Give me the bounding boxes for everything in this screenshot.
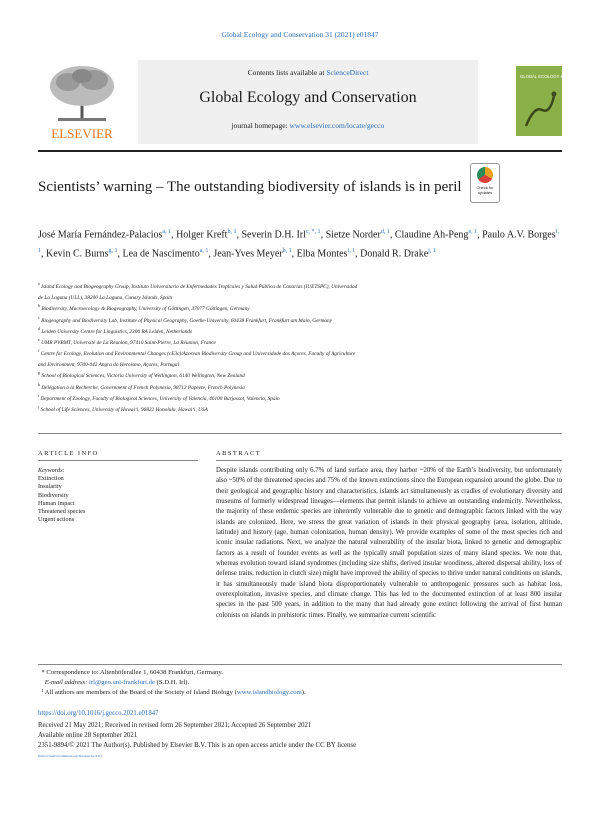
- author-name[interactable]: Sietze Norder: [325, 229, 381, 241]
- keyword-item: Biodiversity: [38, 491, 69, 499]
- journal-cover-thumbnail[interactable]: [516, 66, 599, 136]
- affiliation-key: a: [38, 281, 40, 286]
- author-name[interactable]: Kevin C. Burns: [46, 248, 109, 260]
- affiliation-key: e: [38, 336, 40, 342]
- crossmark-icon: [477, 167, 493, 183]
- affiliation-key: d: [38, 325, 40, 331]
- author-affiliation-marker[interactable]: i, 1: [347, 248, 356, 255]
- affiliation-list: [38, 280, 562, 414]
- article-info-heading: ARTICLE INFO: [38, 450, 99, 457]
- affiliation-text: Centre for Ecology, Evolution and Environmental Changes (cE3c)/Azorean Biodiversity Group and Universidade dos Açores, Faculty of Agriculture: [40, 350, 356, 357]
- author-name[interactable]: Elba Montes: [296, 248, 348, 260]
- journal-reference[interactable]: Global Ecology and Conservation 31 (2021) e01847: [221, 30, 379, 39]
- footnotes: [38, 668, 562, 698]
- asterisk-marker: *: [38, 669, 47, 676]
- license-text: 2351-9894/© 2021 The Author(s). Published by Elsevier B.V. This is an open access article under the CC BY license: [38, 742, 357, 749]
- affiliation-text: Leiden University Centre for Linguistics, 2300 RA Leiden, Netherlands: [41, 328, 192, 335]
- affiliation-text: and Environment, 9700-042 Angra do Heroísmo, Açores, Portugal: [38, 361, 180, 368]
- affiliation-text: Department of Zoology, Faculty of Biological Sciences, University of Valencia, 46100 Burjassot, Valencia, Spain: [40, 395, 280, 402]
- affiliation-item: [38, 280, 562, 291]
- affiliation-key: i: [38, 392, 40, 398]
- author-name[interactable]: Claudine Ah-Peng: [394, 229, 469, 241]
- author-affiliation-marker[interactable]: j, 1: [428, 248, 436, 255]
- affiliation-key: h: [38, 381, 40, 387]
- footnote-1-marker: ¹: [38, 689, 45, 696]
- correspondence-note: [38, 668, 562, 678]
- board-note: [38, 688, 562, 698]
- affiliation-key: j: [38, 403, 40, 409]
- affiliation-text: School of Biological Sciences, Victoria University of Wellington, 6140 Wellington, New Zealand: [41, 373, 245, 380]
- keyword-item: Urgent actions: [38, 516, 75, 524]
- keywords-label: Keywords:: [38, 467, 65, 474]
- sciencedirect-link[interactable]: ScienceDirect: [326, 68, 369, 77]
- doi-link[interactable]: https://doi.org/10.1016/j.gecco.2021.e01847: [38, 710, 159, 717]
- keyword-item: Insularity: [38, 483, 62, 491]
- keyword-item: Human impact: [38, 499, 75, 507]
- board-note-suffix: ).: [301, 689, 306, 696]
- abstract-text: Despite islands contributing only 6.7% of land surface area, they harbor ~20% of the Earth’s biodiversity, but unfortunately also ~50% of the threatened species and 75% of the known extinctions since the European expansion around the globe. Due to their geological and geographic history and characteristics, islands act simultaneously as cradles of evolutionary diversity and museums of formerly widespread lineages—elements that permit islands to achieve an outstanding endemicity. Nevertheless, the majority of these endemic species are inherently vulnerable due to genetic and demographic factors linked with the way islands are colonized. Here, we stress the great variation of islands in their physical geography (area, isolation, altitude, latitude) and history (age, human colonization, human density). We provide examples of some of the most species rich and iconic insular radiations. Next, we analyze the natural vulnerability of the insular biota, linked to genetic and demographic factors as a result of founder events as well as the typically small population sizes of many island species. We note that, whereas evolution toward island syndromes (including size shifts, derived insular woodiness, altered dispersal ability, loss of defense traits, reduction in clutch size) might have improved the ability of species to thrive under natural conditions on islands, it has simultaneously made island biota disproportionately vulnerable to anthropogenic pressures such as habitat loss, overexploitation, invasive species, and climate change. This has led to the documented extinction of at least 800 insular species in the past 500 years, in addition to the many that had already gone extinct following the arrival of first human colonists on islands in prehistoric times. Finally, we summarize current scientific: [216, 467, 562, 619]
- correspondence-text: Correspondence to: Altenhöferallee 1, 60438 Frankfurt, Germany.: [46, 669, 223, 676]
- author-name[interactable]: Holger Kreft: [176, 229, 228, 241]
- author-name[interactable]: Donald R. Drake: [360, 248, 429, 260]
- contents-line: [138, 60, 478, 77]
- author-name[interactable]: Lea de Nascimento: [122, 248, 200, 260]
- author-name[interactable]: Jean-Yves Meyer: [213, 248, 283, 260]
- author-affiliation-marker[interactable]: h, 1: [282, 248, 292, 255]
- author-name[interactable]: José María Fernández-Palacios: [38, 229, 163, 241]
- keyword-item: Extinction: [38, 475, 64, 482]
- affiliation-text: School of Life Sciences, University of Hawaiʻi, 96822 Honolulu, Hawaiʻi, USA: [40, 406, 208, 413]
- received-dates: Received 21 May 2021; Received in revised form 26 September 2021; Accepted 26 September 2021: [38, 722, 312, 729]
- author-affiliation-marker[interactable]: e, 1: [468, 229, 478, 235]
- affiliation-key: c: [38, 314, 40, 320]
- affiliation-key: f: [38, 348, 40, 354]
- email-label: E-mail address:: [44, 679, 90, 686]
- affiliation-item: [38, 358, 562, 369]
- affiliation-item: [38, 369, 562, 380]
- article-title: Scientists’ warning – The outstanding biodiversity of islands is in peril: [38, 179, 462, 195]
- email-note: [38, 678, 562, 688]
- affiliation-text: Délégation à la Recherche, Government of French Polynesia, 98713 Papeete, French Polynesia: [41, 384, 245, 391]
- journal-banner: [138, 60, 478, 144]
- journal-title: Global Ecology and Conservation: [199, 89, 417, 106]
- elsevier-wordmark: ELSEVIER: [51, 126, 113, 141]
- keyword-item: Threatened species: [38, 508, 86, 516]
- author-affiliation-marker[interactable]: d, 1: [380, 229, 390, 235]
- check-updates-label: Check for updates: [476, 185, 494, 195]
- homepage-prefix: journal homepage:: [231, 121, 290, 130]
- author-affiliation-marker[interactable]: b, 1: [227, 229, 237, 235]
- affiliation-item: [38, 347, 562, 358]
- affiliation-key: b: [38, 303, 40, 309]
- affiliation-item: [38, 325, 562, 336]
- author-affiliation-marker[interactable]: c, *, 1: [305, 229, 321, 235]
- homepage-link[interactable]: www.elsevier.com/locate/gecco: [289, 121, 385, 130]
- affiliation-item: [38, 392, 562, 403]
- affiliation-item: [38, 302, 562, 313]
- affiliation-item: [38, 291, 562, 302]
- affiliation-item: [38, 336, 562, 347]
- homepage-line: [138, 107, 478, 130]
- affiliation-rule: [38, 433, 562, 434]
- board-note-prefix: All authors are members of the Board of the Society of Island Biology (: [44, 689, 237, 696]
- cover-title: GLOBAL ECOLOGY & CONSERVATION: [520, 74, 599, 79]
- affiliation-item: [38, 403, 562, 414]
- affiliation-text: UMR PVBMT, Université de La Réunion, 97410 Saint-Pierre, La Réunion, France: [41, 339, 216, 346]
- affiliation-text: de La Laguna (ULL), 38200 La Laguna, Canary Islands, Spain: [38, 294, 173, 301]
- abstract-heading: ABSTRACT: [216, 450, 262, 457]
- affiliation-key: g: [38, 370, 40, 376]
- license-link[interactable]: (http://creativecommons.org/licenses/by/4.0/).: [38, 754, 103, 758]
- contents-prefix: Contents lists available at: [247, 68, 327, 77]
- article-info-rule: [38, 460, 198, 461]
- elsevier-logo[interactable]: [38, 62, 126, 142]
- affiliation-text: Biogeography and Biodiversity Lab, Institute of Physical Geography, Goethe-University, 60438 Frankfurt, Frankfurt am Main, Germany: [41, 317, 332, 324]
- affiliation-item: [38, 314, 562, 325]
- email-suffix: (S.D.H. Irl).: [154, 679, 190, 686]
- author-affiliation-marker[interactable]: f, 1: [38, 229, 560, 255]
- affiliation-item: [38, 381, 562, 392]
- header-rule: [38, 150, 562, 152]
- journal-header: [38, 60, 599, 146]
- publication-dates: [38, 721, 562, 761]
- affiliation-text: Island Ecology and Biogeography Group, Instituto Universitario de Enfermedades Tropicales y Salud Pública de Canarias (IUETSPC), Universidad: [41, 283, 358, 290]
- author-list: José María Fernández-Palacios$^{a, 1}$, Holger Kreft$^{b, 1}$, Severin D.H. Irl$^{c, *, 1}$, Sietze Norder$^{d, 1}$, Claudine Ah-Peng$^{e, 1}$, Paulo A.V. Borges$^{f, 1}$, Kevin C. Burns$^{g, 1}$, Lea de Nascimento$^{a, 1}$, Jean-Yves Meyer$^{h, 1}$, Elba Montes$^{i, 1}$, Donald R. Drake$^{j, 1}$: [38, 229, 560, 260]
- footnote-rule: [38, 664, 562, 665]
- online-date: Available online 28 September 2021: [38, 732, 138, 739]
- author-name[interactable]: Paulo A.V. Borges: [482, 229, 556, 241]
- author-affiliation-marker[interactable]: g, 1: [108, 248, 118, 255]
- check-for-updates-badge[interactable]: [470, 163, 500, 203]
- author-name[interactable]: Severin D.H. Irl: [241, 229, 306, 241]
- keyword-list: [38, 475, 85, 525]
- islandbiology-link[interactable]: www.islandbiology.com: [236, 689, 302, 696]
- abstract-rule: [216, 460, 562, 461]
- author-affiliation-marker[interactable]: a, 1: [199, 248, 209, 255]
- affiliation-text: Biodiversity, Macroecology & Biogeography, University of Göttingen, 37077 Göttingen, Germany: [41, 306, 250, 313]
- author-affiliation-marker[interactable]: a, 1: [162, 229, 172, 235]
- email-link[interactable]: irl@geo.uni-frankfurt.de: [89, 679, 155, 686]
